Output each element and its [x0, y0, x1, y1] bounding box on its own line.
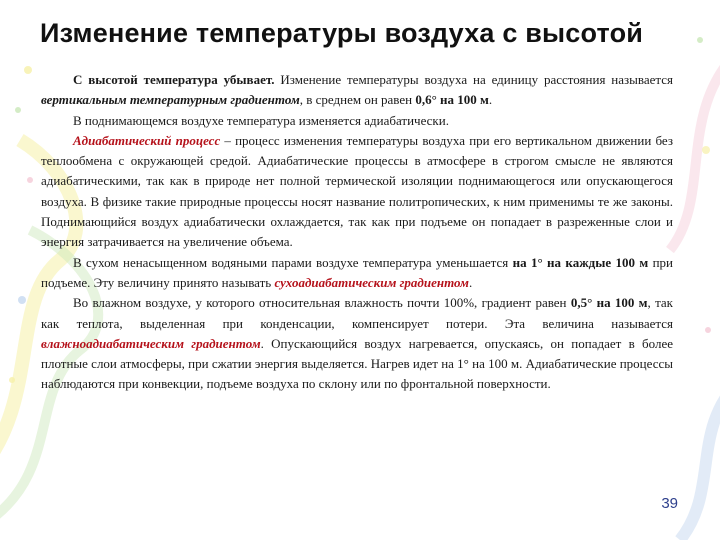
decor-swirl-pink	[670, 60, 720, 250]
p1-text-b: , в среднем он равен	[299, 92, 416, 108]
p1-text-a: Изменение температуры воздуха на единицу расстояния называется	[274, 72, 673, 87]
body-text	[41, 70, 673, 395]
paragraph-5	[41, 293, 673, 394]
decor-dot-1	[24, 66, 32, 74]
page-number: 39	[661, 495, 678, 512]
p5-text-b: , так как теплота, выделенная при конденсации, компенсирует потери. Эта величина называется	[41, 295, 673, 331]
paragraph-2	[41, 111, 673, 131]
p3-text: – процесс изменения температуры воздуха при его вертикальном движении без теплообмена с окружающей средой. Адиабатические процессы в атмосфере в строгом смысле не являются адиабатическими, так как в природе нет полной термической изоляции поднимающегося или опускающегося воздуха. В физике такие природные процессы носят название политропических, к ним применимы те же законы. Поднимающийся воздух адиабатически охлаждается, так как при подъеме он попадает в разреженные слои и энергия затрачивается на увеличение объема.	[41, 132, 673, 250]
p1-lead: С высотой температура убывает.	[73, 72, 275, 87]
decor-dot-2	[15, 107, 21, 113]
p4-value: на 1° на каждые 100 м	[512, 254, 649, 270]
slide-title: Изменение температуры воздуха с высотой	[40, 18, 644, 48]
p5-value: 0,5° на 100 м	[570, 295, 648, 311]
paragraph-3	[41, 131, 673, 253]
p5-term: влажноадиабатическим градиентом	[41, 335, 261, 351]
p4-text-b: при подъеме. Эту величину принято называть	[41, 254, 673, 290]
p2-text: В поднимающемся воздухе температура изменяется адиабатически.	[73, 112, 449, 128]
p5-text-a: Во влажном воздухе, у которого относительная влажность почти 100%, градиент равен	[73, 295, 571, 311]
decor-dot-5	[9, 377, 15, 383]
p3-term: Адиабатический процесс	[73, 132, 221, 148]
paragraph-4	[41, 253, 673, 294]
p4-text-a: В сухом ненасыщенном водяными парами воздухе температура уменьшается	[73, 254, 513, 270]
decor-dot-3	[27, 177, 33, 183]
p1-value: 0,6° на 100 м	[415, 92, 489, 108]
p5-text-c: . Опускающийся воздух нагревается, опускаясь, он попадает в более плотные слои атмосферы, при сжатии энергия выделяется. Нагрев идет на 1° на 100 м. Адиабатические процессы наблюдаются при конвекции, подъеме воздуха по склону или по фронтальной поверхности.	[41, 335, 673, 392]
decor-dot-7	[702, 146, 710, 154]
paragraph-1	[41, 70, 673, 111]
decor-dot-8	[705, 327, 711, 333]
p1-end: .	[488, 92, 493, 108]
p1-term: вертикальным температурным градиентом	[41, 92, 300, 108]
decor-swirl-blue	[680, 380, 720, 540]
p4-term: сухоадиабатическим градиентом	[274, 274, 469, 290]
decor-dot-4	[18, 296, 26, 304]
p4-end: .	[468, 274, 473, 290]
